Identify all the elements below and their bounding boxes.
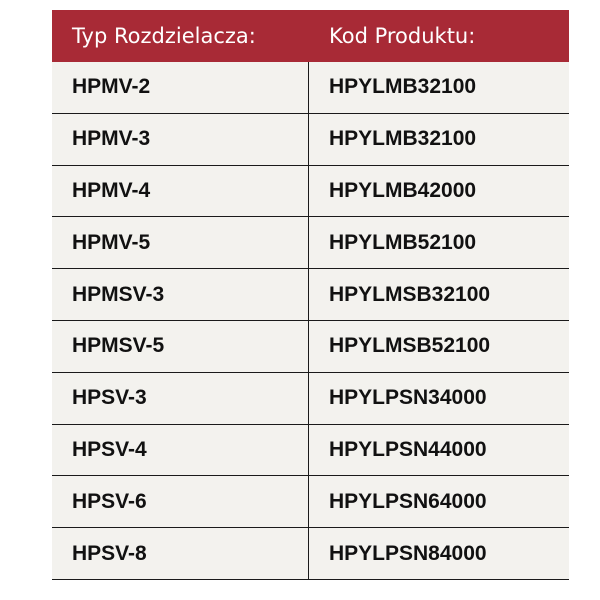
cell-type: HPSV-3 (52, 373, 309, 424)
cell-type: HPMSV-5 (52, 321, 309, 372)
table-body (52, 62, 569, 580)
table-row (52, 373, 569, 425)
cell-product-code: HPYLPSN34000 (329, 386, 487, 410)
cell-product-code: HPYLMSB52100 (329, 334, 491, 358)
product-table (52, 10, 569, 580)
cell-product-code: HPYLMB42000 (329, 178, 477, 202)
table-row (52, 62, 569, 114)
cell-product-code: HPYLMB32100 (329, 127, 477, 151)
table-row (52, 114, 569, 166)
cell-product-code: HPYLMB52100 (329, 230, 477, 254)
cell-product-code: HPYLMB32100 (329, 75, 477, 99)
table-row (52, 166, 569, 218)
table-row (52, 528, 569, 580)
table-row (52, 321, 569, 373)
table-row (52, 476, 569, 528)
table-row (52, 269, 569, 321)
cell-type: HPSV-6 (52, 476, 309, 527)
cell-type: HPMV-5 (52, 217, 309, 268)
cell-product-code: HPYLPSN64000 (329, 489, 487, 513)
cell-type: HPMSV-3 (52, 269, 309, 320)
cell-product-code: HPYLPSN44000 (329, 437, 487, 461)
cell-type: HPSV-8 (52, 528, 309, 579)
header-product-code: Kod Produktu: (329, 24, 476, 48)
header-type: Typ Rozdzielacza: (72, 24, 256, 48)
cell-type: HPMV-2 (52, 62, 309, 113)
cell-product-code: HPYLMSB32100 (329, 282, 491, 306)
table-row (52, 425, 569, 477)
cell-type: HPMV-3 (52, 114, 309, 165)
cell-type: HPSV-4 (52, 425, 309, 476)
cell-product-code: HPYLPSN84000 (329, 541, 487, 565)
table-row (52, 217, 569, 269)
cell-type: HPMV-4 (52, 166, 309, 217)
table-header (52, 10, 569, 62)
